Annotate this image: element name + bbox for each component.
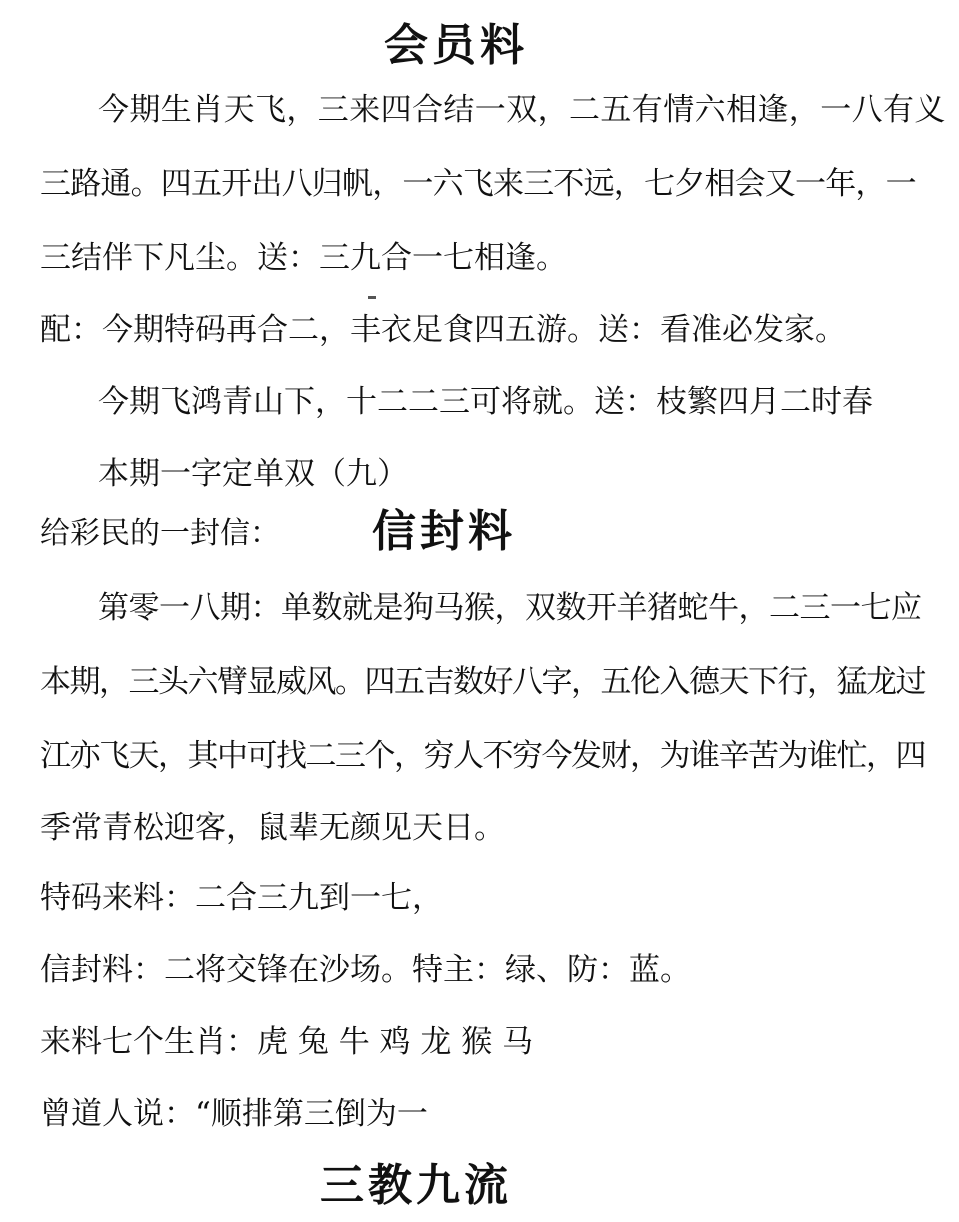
scan-speck [368, 296, 376, 299]
para2-line-2: 本期，三头六臂显威风。四五吉数好八字，五伦入德天下行，猛龙过 [40, 664, 925, 700]
tema-line: 特码来料：二合三九到一七， [40, 880, 443, 916]
para2-line-3: 江亦飞天，其中可找二三个，穷人不穷今发财，为谁辛苦为谁忙，四 [40, 738, 925, 774]
zeng-line: 曾道人说：“顺排第三倒为一 [40, 1096, 428, 1132]
para1-line-1: 今期生肖天飞，三来四合结一双，二五有情六相逢，一八有义 [98, 92, 946, 128]
letter-label: 给彩民的一封信： [40, 516, 280, 551]
title-xinfengliao: 信封料 [372, 506, 516, 557]
xinfengliao-line: 信封料：二将交锋在沙场。特主：绿、防：蓝。 [40, 952, 691, 988]
para1-line-3: 三结伴下凡尘。送：三九合一七相逢。 [40, 240, 567, 276]
pei-line: 配：今期特码再合二，丰衣足食四五游。送：看准必发家。 [40, 312, 846, 348]
danshuang-line: 本期一字定单双（九） [98, 456, 408, 492]
title-huiyuanliao: 会员料 [384, 20, 528, 71]
para2-line-4: 季常青松迎客，鼠辈无颜见天日。 [40, 810, 505, 846]
para2-line-1: 第零一八期：单数就是狗马猴，双数开羊猪蛇牛，二三一七应 [98, 590, 922, 626]
para1-line-2: 三路通。四五开出八归帆，一六飞来三不远，七夕相会又一年，一 [40, 166, 916, 202]
title-sanjiaojiuliu: 三教九流 [320, 1160, 512, 1211]
laoliao-line: 来料七个生肖：虎 兔 牛 鸡 龙 猴 马 [40, 1024, 534, 1060]
feihong-line: 今期飞鸿青山下，十二二三可将就。送：枝繁四月二时春 [98, 384, 873, 420]
